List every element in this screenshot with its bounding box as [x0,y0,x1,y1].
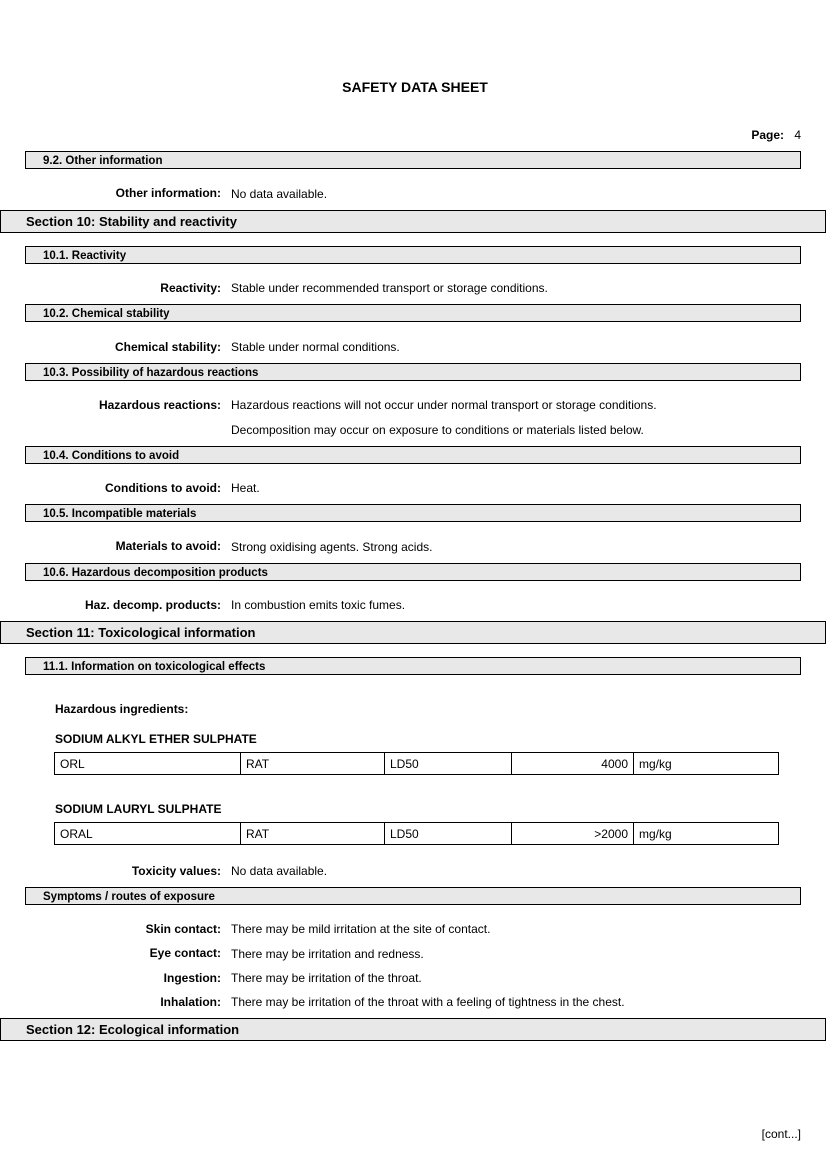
subsection-heading-10-2: 10.2. Chemical stability [25,304,801,322]
table-row [55,753,779,775]
haz-decomp-products-label: Haz. decomp. products: [84,598,221,612]
subsection-heading-10-5: 10.5. Incompatible materials [25,504,801,522]
haz-decomp-products-value: In combustion emits toxic fumes. [231,598,406,612]
toxicity-values-label: Toxicity values: [131,864,221,878]
subsection-heading-11-1: 11.1. Information on toxicological effects [25,657,801,675]
hazardous-reactions-value: Hazardous reactions will not occur under normal transport or storage conditions. [231,398,657,412]
toxicity-values-value: No data available. [231,864,328,878]
toxicity-table [54,822,779,845]
hazardous-reactions-label: Hazardous reactions: [98,398,221,412]
chemical-stability-value: Stable under normal conditions. [231,340,400,354]
other-information-label: Other information: [115,186,221,200]
route-cell: ORL [55,753,241,775]
section-12-heading: Section 12: Ecological information [0,1018,826,1041]
conditions-to-avoid-label: Conditions to avoid: [105,481,221,495]
inhalation-value: There may be irritation of the throat with a feeling of tightness in the chest. [231,995,625,1009]
page-label: Page: [751,128,784,142]
ingredient-name: SODIUM LAURYL SULPHATE [55,802,222,816]
test-cell: LD50 [385,753,512,775]
hazardous-ingredients-heading: Hazardous ingredients: [55,702,189,716]
value-cell: >2000 [512,823,634,845]
value-cell: 4000 [512,753,634,775]
materials-to-avoid-value: Strong oxidising agents. Strong acids. [231,540,433,554]
subsection-heading-9-2: 9.2. Other information [25,151,801,169]
test-cell: LD50 [385,823,512,845]
eye-contact-label: Eye contact: [149,946,221,960]
reactivity-value: Stable under recommended transport or storage conditions. [231,281,548,295]
hazardous-reactions-value-2: Decomposition may occur on exposure to conditions or materials listed below. [231,423,644,437]
subsection-heading-symptoms: Symptoms / routes of exposure [25,887,801,905]
page-number: 4 [794,128,801,142]
section-11-heading: Section 11: Toxicological information [0,621,826,644]
skin-contact-label: Skin contact: [145,922,221,936]
ingestion-value: There may be irritation of the throat. [231,971,422,985]
subsection-heading-10-1: 10.1. Reactivity [25,246,801,264]
eye-contact-value: There may be irritation and redness. [231,947,424,961]
subsection-heading-10-4: 10.4. Conditions to avoid [25,446,801,464]
ingestion-label: Ingestion: [163,971,221,985]
other-information-value: No data available. [231,187,328,201]
section-10-heading: Section 10: Stability and reactivity [0,210,826,233]
document-title: SAFETY DATA SHEET [342,79,488,95]
table-row [55,823,779,845]
materials-to-avoid-label: Materials to avoid: [115,539,221,553]
unit-cell: mg/kg [634,753,779,775]
ingredient-name: SODIUM ALKYL ETHER SULPHATE [55,732,257,746]
unit-cell: mg/kg [634,823,779,845]
subsection-heading-10-6: 10.6. Hazardous decomposition products [25,563,801,581]
reactivity-label: Reactivity: [160,281,221,295]
inhalation-label: Inhalation: [160,995,221,1009]
species-cell: RAT [241,753,385,775]
species-cell: RAT [241,823,385,845]
route-cell: ORAL [55,823,241,845]
chemical-stability-label: Chemical stability: [114,340,221,354]
continued-marker: [cont...] [761,1127,801,1141]
toxicity-table [54,752,779,775]
subsection-heading-10-3: 10.3. Possibility of hazardous reactions [25,363,801,381]
skin-contact-value: There may be mild irritation at the site of contact. [231,922,491,936]
conditions-to-avoid-value: Heat. [231,481,260,495]
